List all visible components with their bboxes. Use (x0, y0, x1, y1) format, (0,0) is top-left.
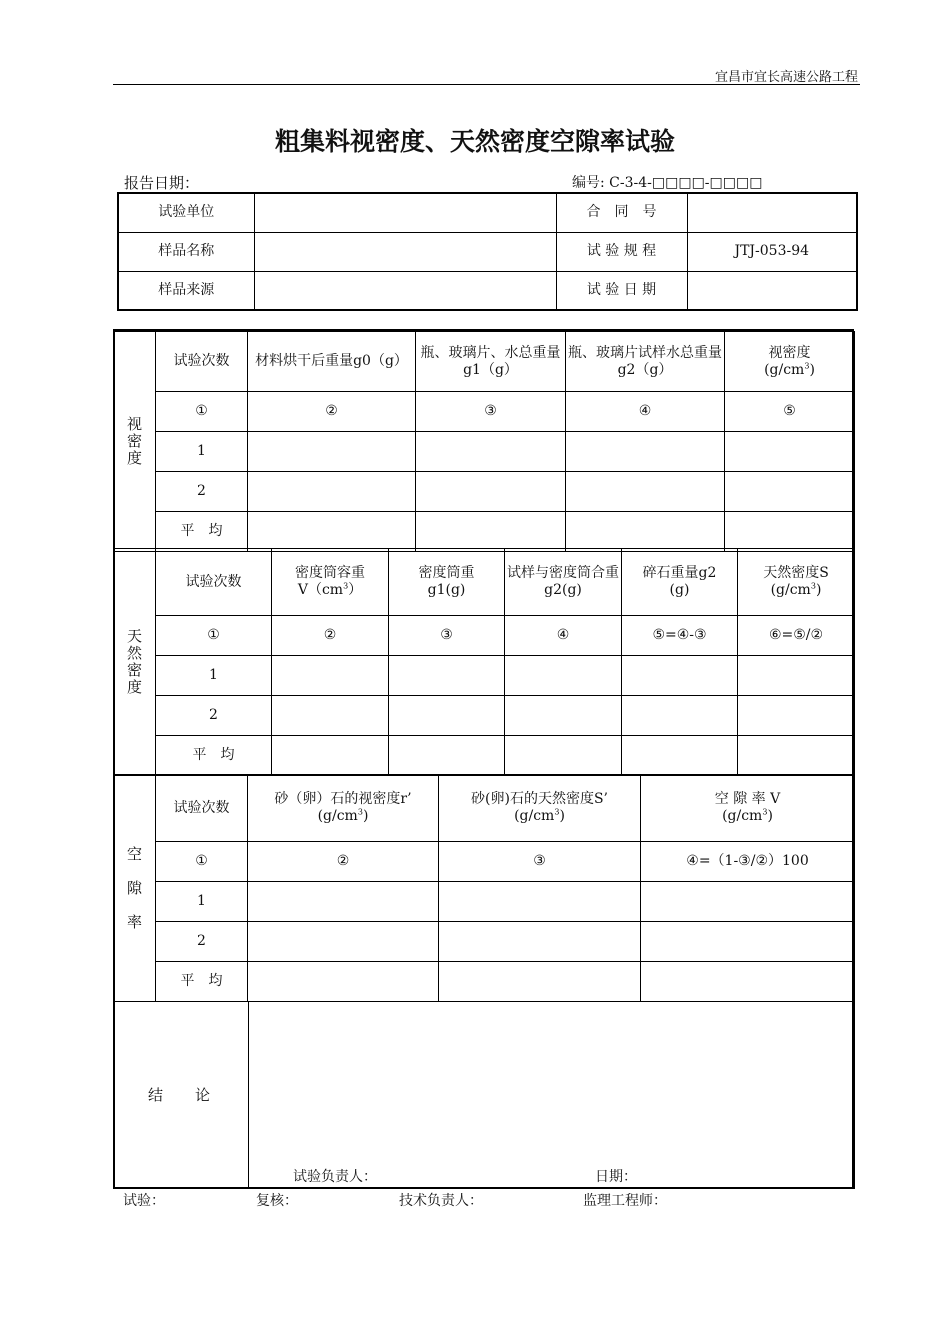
void-ratio-table (113, 774, 855, 1002)
table-row (114, 696, 855, 736)
data-cell[interactable] (272, 696, 389, 736)
data-cell[interactable] (566, 432, 725, 472)
header-cell: 瓶、玻璃片、水总重量g1（g） (416, 332, 566, 392)
data-cell[interactable] (641, 882, 855, 922)
row-label: 1 (156, 656, 272, 696)
header-cell: 试验次数 (156, 549, 272, 616)
header-cell: 试样与密度筒合重g2(g) (505, 549, 622, 616)
table-row (114, 736, 855, 776)
row-label: 2 (156, 696, 272, 736)
data-cell[interactable] (505, 696, 622, 736)
table-row (114, 512, 855, 552)
data-cell[interactable] (248, 512, 416, 552)
col-index-cell: ④ (505, 616, 622, 656)
data-cell[interactable] (248, 882, 439, 922)
data-cell[interactable] (622, 656, 738, 696)
contract-no-field[interactable] (687, 193, 857, 232)
col-index-cell: ① (156, 616, 272, 656)
header-cell: 密度筒容重 $V(cm^3)$ (272, 549, 389, 616)
natural-density-section (113, 548, 854, 776)
col-index-cell: ⑤ (725, 392, 855, 432)
data-cell[interactable] (389, 656, 505, 696)
natural-density-table (113, 548, 855, 776)
info-table (117, 192, 858, 311)
col-index-cell: ③ (389, 616, 505, 656)
data-cell[interactable] (248, 962, 439, 1002)
data-cell[interactable] (272, 656, 389, 696)
document-code: 编号: C-3-4-□□□□-□□□□ (572, 175, 763, 191)
col-index-cell: ③ (439, 842, 641, 882)
data-cell[interactable] (566, 512, 725, 552)
row-label: 1 (156, 432, 248, 472)
test-date-field[interactable] (687, 271, 857, 310)
data-cell[interactable] (738, 736, 855, 776)
data-cell[interactable] (738, 696, 855, 736)
header-org: 宜昌市宜长高速公路工程 (714, 70, 858, 85)
conclusion-field[interactable] (249, 1002, 855, 1189)
data-cell[interactable] (248, 922, 439, 962)
data-cell[interactable] (416, 472, 566, 512)
natural-density-side-label: 天然密度 (114, 549, 156, 776)
apparent-density-section (113, 329, 854, 552)
test-spec-label: 试 验 规 程 (556, 232, 687, 271)
table-row (114, 432, 855, 472)
table-header-row (114, 775, 855, 842)
row-label: 2 (156, 472, 248, 512)
data-cell[interactable] (248, 472, 416, 512)
conclusion-row (114, 1002, 855, 1189)
table-row (114, 882, 855, 922)
data-cell[interactable] (505, 736, 622, 776)
data-cell[interactable] (641, 962, 855, 1002)
data-cell[interactable] (738, 656, 855, 696)
table-row (114, 922, 855, 962)
data-cell[interactable] (389, 736, 505, 776)
col-index-cell: ① (156, 842, 248, 882)
test-unit-label: 试验单位 (118, 193, 254, 232)
contract-no-label: 合 同 号 (556, 193, 687, 232)
row-label: 2 (156, 922, 248, 962)
void-ratio-section (113, 774, 854, 1002)
col-index-cell: ③ (416, 392, 566, 432)
apparent-density-side-label: 视密度 (114, 332, 156, 552)
tech-lead-label: 技术负责人： (399, 1193, 483, 1209)
table-row (114, 962, 855, 1002)
table-row (114, 392, 855, 432)
data-cell[interactable] (439, 962, 641, 1002)
table-row (114, 616, 855, 656)
sign-date-label: 日期： (595, 1169, 637, 1185)
conclusion-label: 结论 (114, 1002, 249, 1189)
conclusion-section (113, 1001, 854, 1189)
row-label: 平 均 (156, 962, 248, 1002)
table-row (114, 842, 855, 882)
void-ratio-side-label: 空隙率 (114, 775, 156, 1002)
col-index-cell: ⑥=⑤/② (738, 616, 855, 656)
test-spec-value[interactable]: JTJ-053-94 (687, 232, 857, 271)
col-index-cell: ② (248, 842, 439, 882)
data-cell[interactable] (566, 472, 725, 512)
info-row (118, 271, 857, 310)
header-cell: 瓶、玻璃片试样水总重量g2（g） (566, 332, 725, 392)
apparent-density-table (113, 331, 855, 552)
data-cell[interactable] (725, 472, 855, 512)
data-cell[interactable] (622, 736, 738, 776)
table-row (114, 656, 855, 696)
table-header-row (114, 332, 855, 392)
table-row (114, 472, 855, 512)
header-cell: 砂(卵)石的天然密度S’ $(g/cm^3)$ (439, 775, 641, 842)
conclusion-table (113, 1001, 855, 1189)
header-cell: 碎石重量g2 (g) (622, 549, 738, 616)
data-cell[interactable] (439, 882, 641, 922)
report-date-label: 报告日期： (124, 174, 200, 192)
data-cell[interactable] (416, 432, 566, 472)
data-cell[interactable] (622, 696, 738, 736)
sample-source-label: 样品来源 (118, 271, 254, 310)
header-cell: 密度筒重 g1(g) (389, 549, 505, 616)
header-cell: 视密度 $(g/cm^3)$ (725, 332, 855, 392)
row-label: 平 均 (156, 512, 248, 552)
col-index-cell: ④=（1-③/②）100 (641, 842, 855, 882)
col-index-cell: ② (248, 392, 416, 432)
sample-source-field[interactable] (254, 271, 556, 310)
col-index-cell: ④ (566, 392, 725, 432)
col-index-cell: ② (272, 616, 389, 656)
col-index-cell: ⑤=④-③ (622, 616, 738, 656)
data-cell[interactable] (389, 696, 505, 736)
data-cell[interactable] (439, 922, 641, 962)
row-label: 平 均 (156, 736, 272, 776)
data-cell[interactable] (725, 432, 855, 472)
col-index-cell: ① (156, 392, 248, 432)
reviewer-label: 复核： (256, 1193, 298, 1209)
sample-name-field[interactable] (254, 232, 556, 271)
data-cell[interactable] (272, 736, 389, 776)
data-cell[interactable] (248, 432, 416, 472)
data-cell[interactable] (416, 512, 566, 552)
page-title: 粗集料视密度、天然密度空隙率试验 (274, 127, 675, 156)
table-header-row (114, 549, 855, 616)
row-label: 1 (156, 882, 248, 922)
data-cell[interactable] (505, 656, 622, 696)
header-cell: 试验次数 (156, 332, 248, 392)
header-cell: 空 隙 率 V $(g/cm^3)$ (641, 775, 855, 842)
info-row (118, 193, 857, 232)
header-divider (113, 84, 860, 85)
header-cell: 砂（卵）石的视密度r’ $(g/cm^3)$ (248, 775, 439, 842)
header-cell: 材料烘干后重量g0（g） (248, 332, 416, 392)
signer-label: 试验负责人： (293, 1169, 377, 1185)
header-cell: 试验次数 (156, 775, 248, 842)
info-row (118, 232, 857, 271)
data-cell[interactable] (725, 512, 855, 552)
tester-label: 试验： (123, 1193, 165, 1209)
test-unit-field[interactable] (254, 193, 556, 232)
header-cell: 天然密度S $(g/cm^3)$ (738, 549, 855, 616)
test-date-label: 试 验 日 期 (556, 271, 687, 310)
supervisor-label: 监理工程师： (583, 1193, 667, 1209)
data-cell[interactable] (641, 922, 855, 962)
sample-name-label: 样品名称 (118, 232, 254, 271)
